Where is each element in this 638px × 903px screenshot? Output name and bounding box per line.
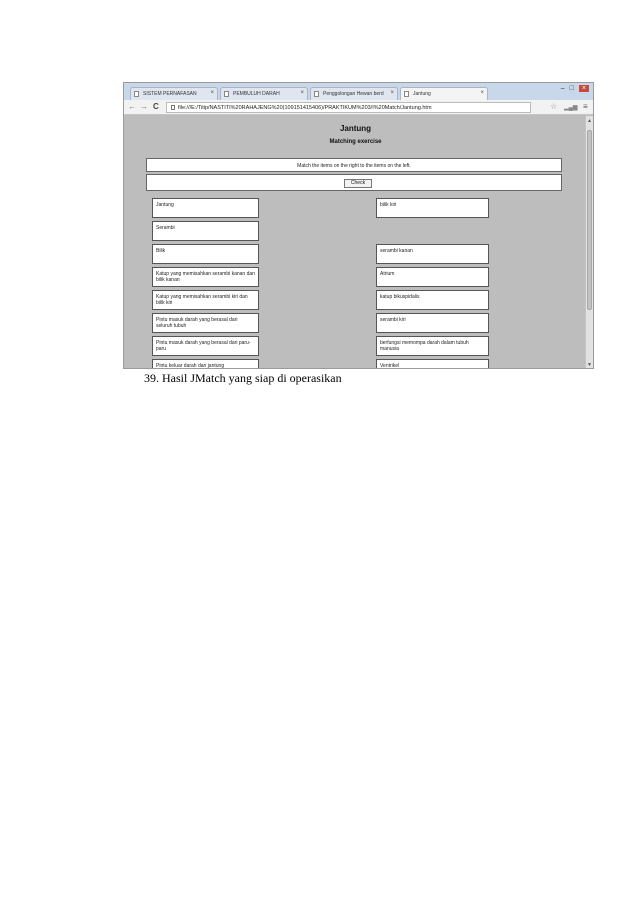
maximize-icon[interactable]: □	[569, 85, 579, 92]
left-item[interactable]: Katup yang memisahkan serambi kiri dan bilik kiri	[152, 290, 259, 310]
vertical-scrollbar[interactable]	[585, 116, 593, 369]
window-controls	[561, 85, 589, 92]
tab-strip	[124, 83, 593, 100]
page-icon	[224, 91, 229, 97]
scroll-up-icon[interactable]: ▲	[587, 118, 592, 124]
check-bar	[146, 174, 562, 191]
left-item[interactable]: Pintu keluar darah dari jantung	[152, 359, 259, 369]
close-icon[interactable]: ×	[300, 90, 304, 96]
window-close-icon[interactable]: ×	[579, 85, 589, 92]
file-icon	[171, 105, 175, 110]
check-button[interactable]: Check	[344, 179, 372, 188]
figure-caption: 39. Hasil JMatch yang siap di operasikan	[144, 371, 342, 385]
tab-sistem-pernafasan[interactable]	[130, 87, 218, 100]
page-title: Jantung	[339, 124, 372, 133]
scroll-thumb[interactable]	[587, 130, 592, 310]
forward-arrow-icon[interactable]: →	[140, 102, 148, 111]
browser-screenshot	[123, 82, 594, 369]
close-icon[interactable]: ×	[480, 90, 484, 96]
signal-icon: ▂▄▆	[564, 105, 578, 111]
right-item[interactable]: Ventrikel	[376, 359, 489, 369]
right-item[interactable]: bilik kiri	[376, 198, 489, 218]
address-bar[interactable]	[166, 102, 531, 113]
left-item[interactable]: Bilik	[152, 244, 259, 264]
instruction-text: Match the items on the right to the items on the left.	[146, 158, 562, 172]
browser-toolbar	[124, 100, 593, 115]
tab-pembuluh-darah[interactable]	[220, 87, 308, 100]
minimize-icon[interactable]: –	[560, 85, 570, 92]
tab-label: Jantung	[413, 91, 431, 97]
left-item[interactable]: Jantung	[152, 198, 259, 218]
right-item[interactable]: Atrium	[376, 267, 489, 287]
close-icon[interactable]: ×	[210, 90, 214, 96]
star-icon[interactable]: ☆	[550, 102, 558, 111]
left-item[interactable]: Pintu masuk darah yang berasal dari paru-paru	[152, 336, 259, 356]
menu-icon[interactable]: ≡	[583, 102, 588, 111]
scroll-down-icon[interactable]: ▼	[587, 362, 592, 368]
tab-penggolongan-hewan[interactable]	[310, 87, 398, 100]
right-item[interactable]: katup bikuspidalis	[376, 290, 489, 310]
reload-icon[interactable]: C	[153, 102, 159, 111]
back-arrow-icon[interactable]: ←	[128, 102, 136, 111]
right-item[interactable]: berfungsi memompa darah dalam tubuh manusia	[376, 336, 489, 356]
tab-label: Penggolongan Hewan berd	[323, 91, 384, 97]
url-text: file:///E:/Titip/NASTITI%20RAHAJENG%20(109151415406)/PRAKTIKUM%203/I%20Match/Jantung.htm	[178, 105, 432, 111]
tab-label: PEMBULUH DARAH	[233, 91, 280, 97]
page-icon	[314, 91, 319, 97]
right-item[interactable]: serambi kiri	[376, 313, 489, 333]
left-item[interactable]: Serambi	[152, 221, 259, 241]
close-icon[interactable]: ×	[390, 90, 394, 96]
tab-label: SISTEM PERNAFASAN	[143, 91, 197, 97]
left-item[interactable]: Pintu masuk darah yang berasal dari seluruh tubuh	[152, 313, 259, 333]
page-icon	[404, 91, 409, 97]
exercise-subtitle: Matching exercise	[329, 139, 382, 145]
page-content	[124, 116, 587, 369]
tab-jantung[interactable]	[400, 87, 488, 100]
page-icon	[134, 91, 139, 97]
right-item[interactable]: serambi kanan	[376, 244, 489, 264]
left-item[interactable]: Katup yang memisahkan serambi kanan dan bilik kanan	[152, 267, 259, 287]
